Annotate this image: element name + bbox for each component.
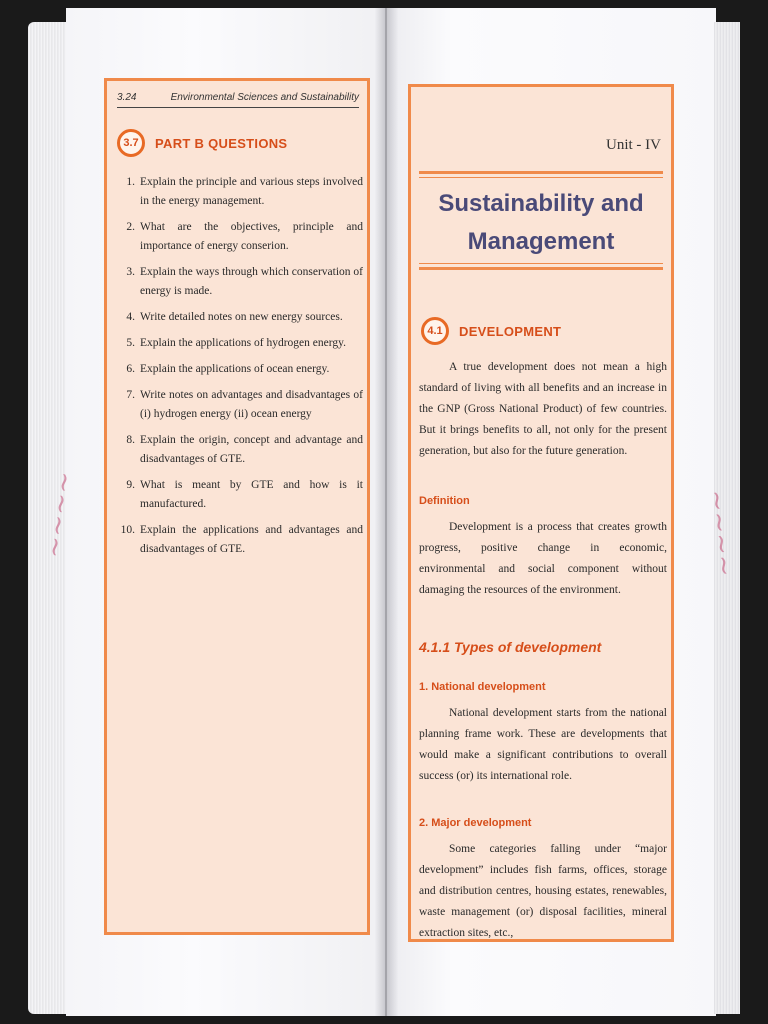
question-item: 3. Explain the ways through which conservation of energy is made. [126,266,363,297]
definition-paragraph: Development is a process that creates growth progress, positive change in economic, environmental and social component without damaging the resources of the environment. [419,521,667,596]
definition-heading: Definition [419,495,470,507]
intro-paragraph: A true development does not mean a high standard of living with all benefits and an increase in the GNP (Gross National Product) of few countries. But it brings benefits to all, not only for the present generation, but also for the future generation. [419,361,667,457]
question-item: 10. Explain the applications and advantages and disadvantages of GTE. [120,524,363,555]
page-number: 3.24 [117,92,137,103]
question-item: 4. Write detailed notes on new energy sources. [126,311,343,323]
title-rule-bottom [419,267,663,270]
running-header [117,89,359,108]
question-list [113,173,363,566]
chapter-title-line2: Management [467,228,615,255]
unit-label: Unit - IV [606,137,661,153]
left-content-panel [104,78,370,935]
section-title: PART B QUESTIONS [155,135,288,151]
question-item: 2. What are the objectives, principle and importance of energy conserion. [126,221,363,252]
question-item: 6. Explain the applications of ocean energy. [126,363,330,375]
chapter-title-line1: Sustainability and [438,190,644,217]
question-item: 8. Explain the origin, concept and advantage and disadvantages of GTE. [126,434,363,465]
question-item: 5. Explain the applications of hydrogen energy. [126,337,346,349]
pink-ink-stamp-left: ~~~~ [38,469,81,560]
question-item: 7. Write notes on advantages and disadvantages of (i) hydrogen energy (ii) ocean energy [126,389,363,420]
section-title: DEVELOPMENT [459,323,562,339]
title-rule-top [419,171,663,174]
title-rule-bottom-thin [419,263,663,264]
section-heading-4-1 [421,317,561,345]
question-item: 9. What is meant by GTE and how is it manufactured. [126,479,363,510]
section-number-badge: 3.7 [117,129,145,157]
right-content-panel [408,84,674,942]
title-rule-top-thin [419,177,663,178]
question-item: 1. Explain the principle and various steps involved in the energy management. [126,176,363,207]
major-development-paragraph: Some categories falling under “major development” includes fish farms, offices, storage and distribution centres, housing estates, renewables, waste management (or) disposal facilities, mineral extraction sites, etc., [419,843,667,939]
pink-ink-stamp-right: ~~~~ [700,488,740,579]
national-development-heading: 1. National development [419,681,546,693]
section-heading-3-7 [117,129,287,157]
running-title: Environmental Sciences and Sustainability [170,92,359,103]
national-development-paragraph: National development starts from the national planning frame work. These are developments that would make a significant contributions to overall success (or) its international role. [419,707,667,782]
section-number-badge: 4.1 [421,317,449,345]
book-gutter [374,8,398,1016]
types-heading: 4.1.1 Types of development [419,639,602,655]
chapter-title [411,185,671,261]
major-development-heading: 2. Major development [419,817,532,829]
